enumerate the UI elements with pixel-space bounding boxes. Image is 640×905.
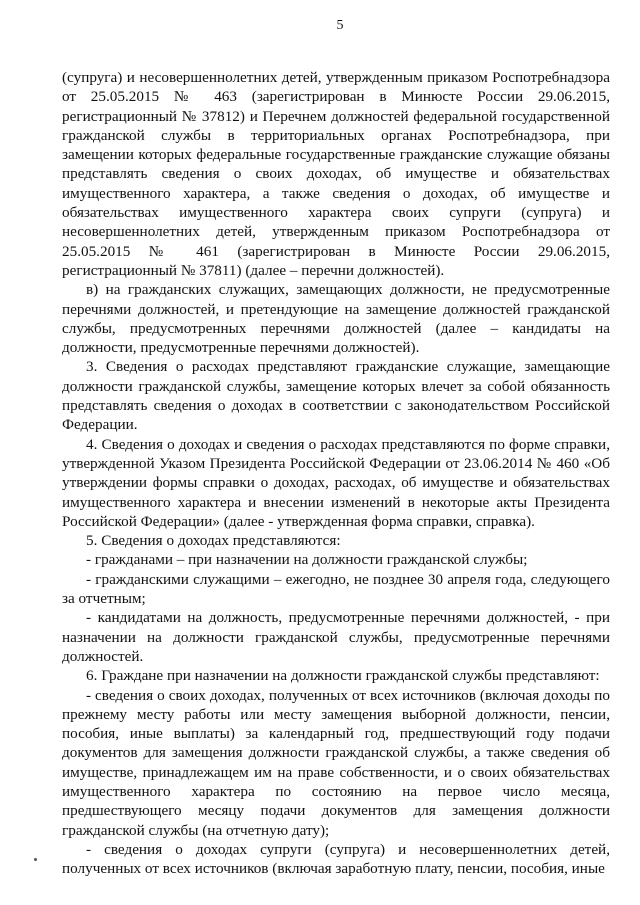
paragraph-item-v: в) на гражданских служащих, замещающих должности, не предусмотренные перечнями должностей, и претендующие на замещение должностей гражданской службы, предусмотренных перечнями должностей (далее – кандидаты на должности, предусмотренные перечнями должностей). [62,281,610,357]
paragraph-4: 4. Сведения о доходах и сведения о расходах представляются по форме справки, утвержденной Указом Президента Российской Федерации от 23.06.2014 № 460 «Об утверждении формы справки о доходах, расходах, об имуществе и обязательствах имущественного характера и внесении изменений в некоторые акты Президента Российской Федерации» (далее - утвержденная форма справки, справка). [62,435,610,530]
page-number: 5 [336,18,344,33]
paragraph-6: 6. Граждане при назначении на должности гражданской службы представляют: [86,667,600,685]
scan-speck [34,858,37,861]
list-item-own-income: - сведения о своих доходах, полученных от всех источников (включая доходы по прежнему месту работы или месту замещения выборной должности, пенсии, пособия, иные выплаты) за календарный год, предшествующий году подачи документов для замещения должности гражданской службы, а также сведения об имуществе, принадлежащем им на праве собственности, и о своих обязательствах имущественного характера по состоянию на первое число месяца, предшествующего месяцу подачи документов для замещения должности гражданской службы (на отчетную дату); [62,686,610,839]
paragraph-5: 5. Сведения о доходах представляются: [86,532,341,550]
list-item-civil-servants: - гражданскими служащими – ежегодно, не позднее 30 апреля года, следующего за отчетным; [62,570,610,608]
list-item-citizens: - гражданами – при назначении на должности гражданской службы; [86,551,528,569]
paragraph-continuation: (супруга) и несовершеннолетних детей, утвержденным приказом Роспотребнадзора от 25.05.2015 № 463 (зарегистрирован в Минюсте России 29.06.2015, регистрационный № 37812) и Перечнем должностей федеральной государственной гражданской службы в территориальных органах Роспотребнадзора, при замещении которых федеральные государственные гражданские служащие обязаны представлять сведения о своих доходах, об имуществе и обязательствах имущественного характера, а также сведения о доходах, об имуществе и обязательствах имущественного характера своих супруги (супруга) и несовершеннолетних детей, утвержденным приказом Роспотребнадзора от 25.05.2015 № 461 (зарегистрирован в Минюсте России 29.06.2015, регистрационный № 37811) (далее – перечни должностей). [62,69,610,279]
document-body [62,68,610,878]
paragraph-3: 3. Сведения о расходах представляют гражданские служащие, замещающие должности гражданской службы, замещение которых влечет за собой обязанность представлять сведения о доходах в соответствии с законодательством Российской Федерации. [62,358,610,434]
list-item-spouse-income: - сведения о доходах супруги (супруга) и несовершеннолетних детей, полученных от всех источников (включая заработную плату, пенсии, пособия, иные [62,840,610,878]
list-item-candidates: - кандидатами на должность, предусмотренные перечнями должностей, - при назначении на должности гражданской службы, предусмотренные перечнями должностей. [62,609,610,665]
